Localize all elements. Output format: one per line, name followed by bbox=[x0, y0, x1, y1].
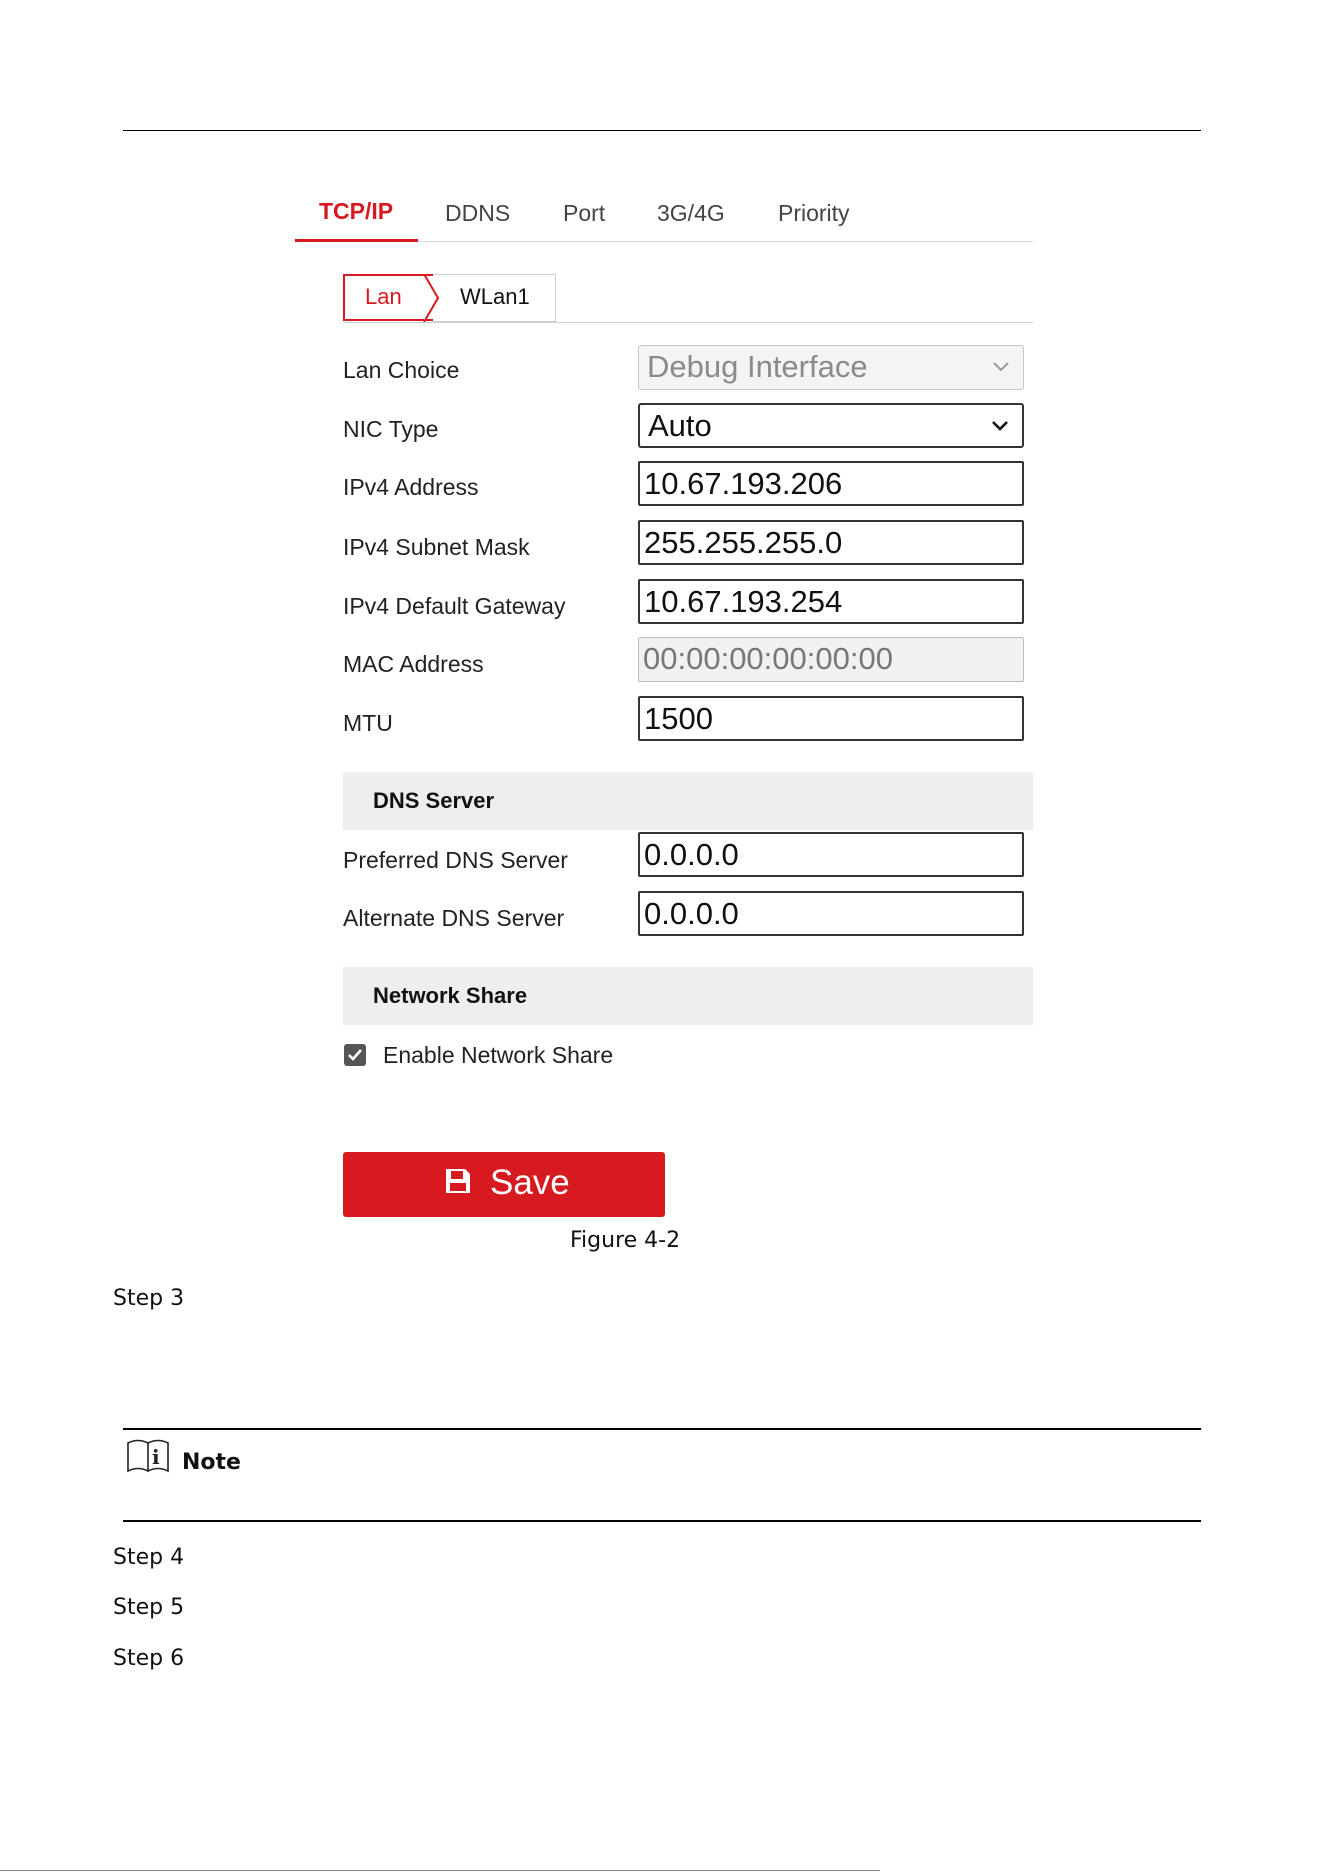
lan-choice-select[interactable] bbox=[638, 345, 1024, 390]
network-share-section-title: Network Share bbox=[373, 983, 528, 1008]
alternate-dns-input[interactable]: 0.0.0.0 bbox=[638, 891, 1024, 936]
ipv4-address-input[interactable]: 10.67.193.206 bbox=[638, 461, 1024, 506]
floppy-disk-icon bbox=[443, 1166, 473, 1196]
ipv4-address-label: IPv4 Address bbox=[343, 474, 479, 500]
tab-port[interactable]: Port bbox=[563, 200, 606, 226]
subtab-lan-label: Lan bbox=[365, 284, 402, 309]
ipv4-subnet-mask-input[interactable]: 255.255.255.0 bbox=[638, 520, 1024, 565]
enable-network-share-label: Enable Network Share bbox=[383, 1042, 614, 1068]
mac-address-label: MAC Address bbox=[343, 651, 484, 677]
nic-type-select[interactable] bbox=[638, 403, 1024, 448]
ipv4-default-gateway-label: IPv4 Default Gateway bbox=[343, 593, 566, 619]
header-rule bbox=[123, 130, 1201, 131]
preferred-dns-input[interactable]: 0.0.0.0 bbox=[638, 832, 1024, 877]
ipv4-subnet-mask-label: IPv4 Subnet Mask bbox=[343, 534, 530, 560]
tab-tcpip[interactable]: TCP/IP bbox=[319, 198, 394, 224]
note-label: Note bbox=[182, 1450, 241, 1475]
ipv4-default-gateway-input[interactable]: 10.67.193.254 bbox=[638, 579, 1024, 624]
tab-priority[interactable]: Priority bbox=[778, 200, 850, 226]
mtu-input[interactable]: 1500 bbox=[638, 696, 1024, 741]
alternate-dns-label: Alternate DNS Server bbox=[343, 905, 565, 931]
save-button-label: Save bbox=[490, 1163, 570, 1202]
lan-choice-label: Lan Choice bbox=[343, 357, 460, 383]
chevron-down-icon bbox=[989, 355, 1013, 379]
manual-note-icon bbox=[126, 1437, 180, 1473]
preferred-dns-label: Preferred DNS Server bbox=[343, 847, 568, 873]
note-bottom-rule bbox=[123, 1520, 1201, 1522]
chevron-down-icon bbox=[988, 414, 1012, 438]
svg-text:i: i bbox=[152, 1445, 160, 1469]
footer-rule bbox=[0, 1870, 880, 1871]
tab-3g4g[interactable]: 3G/4G bbox=[657, 200, 725, 226]
subtab-divider bbox=[343, 322, 1033, 323]
step-5-label: Step 5 bbox=[113, 1595, 185, 1620]
subtab-arrow-icon bbox=[423, 274, 441, 322]
nic-type-label: NIC Type bbox=[343, 416, 439, 442]
dns-section-title: DNS Server bbox=[373, 788, 495, 813]
tab-ddns[interactable]: DDNS bbox=[445, 200, 511, 226]
step-6-label: Step 6 bbox=[113, 1646, 185, 1671]
step-3-label: Step 3 bbox=[113, 1286, 185, 1311]
nic-type-value: Auto bbox=[648, 408, 712, 443]
active-tab-underline bbox=[295, 239, 418, 242]
figure-caption: Figure 4-2 bbox=[570, 1228, 681, 1253]
enable-network-share-checkbox[interactable] bbox=[344, 1044, 366, 1066]
note-top-rule bbox=[123, 1428, 1201, 1430]
mac-address-input: 00:00:00:00:00:00 bbox=[638, 637, 1024, 682]
step-4-label: Step 4 bbox=[113, 1545, 185, 1570]
mtu-label: MTU bbox=[343, 710, 393, 736]
checkmark-icon bbox=[344, 1044, 366, 1066]
subtab-wlan1-label: WLan1 bbox=[460, 284, 530, 309]
lan-choice-value: Debug Interface bbox=[647, 349, 868, 384]
